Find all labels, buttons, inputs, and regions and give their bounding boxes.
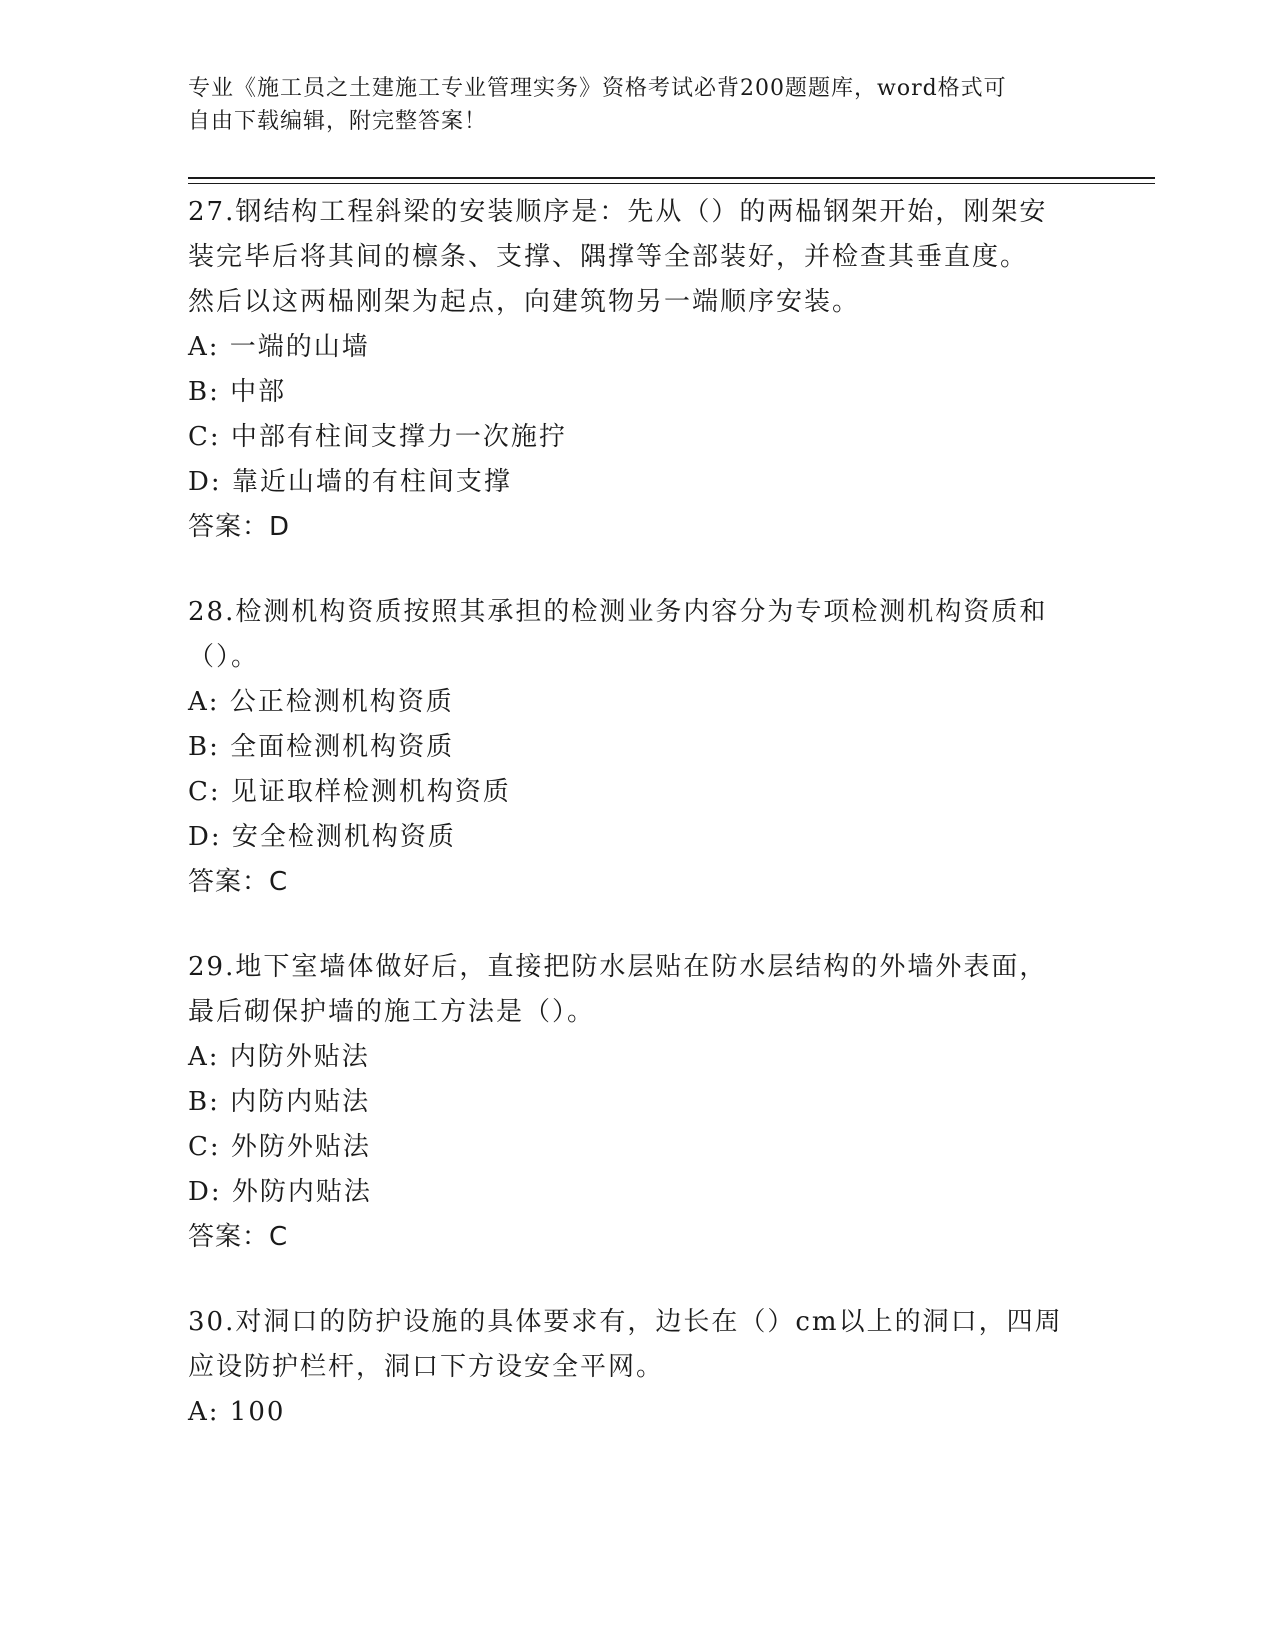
- option-d: D: 靠近山墙的有柱间支撑: [188, 467, 512, 497]
- option-a: A: 公正检测机构资质: [188, 687, 454, 717]
- question-stem: [188, 590, 1088, 680]
- stem-line: （）。: [188, 642, 260, 672]
- option-c: C: 中部有柱间支撑力一次施拧: [188, 422, 567, 452]
- document-header: [188, 72, 1078, 138]
- option-d: D: 外防内贴法: [188, 1177, 372, 1207]
- header-line: 自由下载编辑，附完整答案！: [188, 109, 488, 134]
- header-divider-thick: [188, 177, 1155, 179]
- question-stem: [188, 1300, 1088, 1390]
- answer: 答案：D: [188, 512, 291, 542]
- header-divider-thin: [188, 183, 1155, 184]
- question-28: [188, 590, 1088, 905]
- option-a: A: 内防外贴法: [188, 1042, 370, 1072]
- option-b: B: 中部: [188, 377, 287, 407]
- stem-line: 29.地下室墙体做好后，直接把防水层贴在防水层结构的外墙外表面，: [188, 952, 1048, 982]
- question-stem: [188, 190, 1088, 325]
- option-b: B: 全面检测机构资质: [188, 732, 455, 762]
- option-a: A: 一端的山墙: [188, 332, 370, 362]
- question-30: [188, 1300, 1088, 1435]
- option-a: A: 100: [188, 1397, 286, 1427]
- stem-line: 然后以这两榀刚架为起点，向建筑物另一端顺序安装。: [188, 287, 861, 317]
- question-29: [188, 945, 1088, 1260]
- stem-line: 应设防护栏杆，洞口下方设安全平网。: [188, 1352, 665, 1382]
- stem-line: 28.检测机构资质按照其承担的检测业务内容分为专项检测机构资质和: [188, 597, 1048, 627]
- option-c: C: 外防外贴法: [188, 1132, 371, 1162]
- answer: 答案：C: [188, 867, 289, 897]
- header-line: 专业《施工员之土建施工专业管理实务》资格考试必背200题题库，word格式可: [188, 76, 1007, 101]
- stem-line: 27.钢结构工程斜梁的安装顺序是：先从（）的两榀钢架开始，刚架安: [188, 197, 1048, 227]
- option-c: C: 见证取样检测机构资质: [188, 777, 511, 807]
- stem-line: 最后砌保护墙的施工方法是（）。: [188, 997, 596, 1027]
- question-list: [188, 190, 1088, 1475]
- answer: 答案：C: [188, 1222, 289, 1252]
- option-b: B: 内防内贴法: [188, 1087, 371, 1117]
- stem-line: 装完毕后将其间的檩条、支撑、隅撑等全部装好，并检查其垂直度。: [188, 242, 1029, 272]
- option-d: D: 安全检测机构资质: [188, 822, 456, 852]
- question-27: [188, 190, 1088, 550]
- stem-line: 30.对洞口的防护设施的具体要求有，边长在（）cm以上的洞口，四周: [188, 1307, 1063, 1337]
- question-stem: [188, 945, 1088, 1035]
